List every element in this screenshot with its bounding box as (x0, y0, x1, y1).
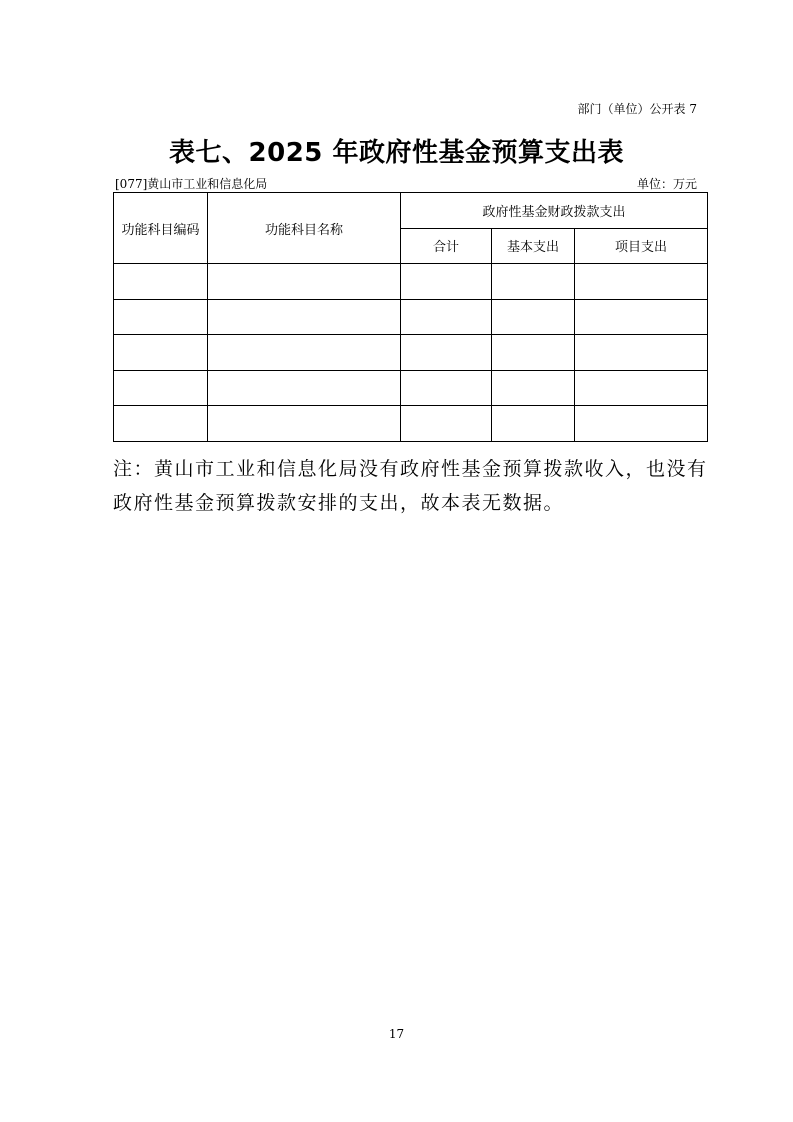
header-total: 合计 (401, 228, 492, 264)
table-row (114, 335, 708, 371)
header-basic-expenditure: 基本支出 (492, 228, 575, 264)
page-title: 表七、2025 年政府性基金预算支出表 (169, 138, 624, 168)
header-function-code: 功能科目编码 (114, 193, 208, 264)
header-function-name: 功能科目名称 (208, 193, 401, 264)
table-row (114, 406, 708, 442)
page-number: 17 (388, 1027, 405, 1041)
note-text: 注：黄山市工业和信息化局没有政府性基金预算拨款收入，也没有政府性基金预算拨款安排的支出，故本表无数据。 (113, 458, 708, 514)
table-row (114, 264, 708, 300)
table-row (114, 299, 708, 335)
department-label: [077]黄山市工业和信息化局 (115, 177, 268, 191)
header-fund-expenditure: 政府性基金财政拨款支出 (401, 193, 708, 229)
document-label: 部门（单位）公开表 7 (577, 102, 697, 116)
header-project-expenditure: 项目支出 (575, 228, 708, 264)
unit-label: 单位：万元 (636, 177, 697, 191)
table-header-row (114, 193, 708, 229)
budget-table (113, 192, 708, 442)
table-row (114, 370, 708, 406)
